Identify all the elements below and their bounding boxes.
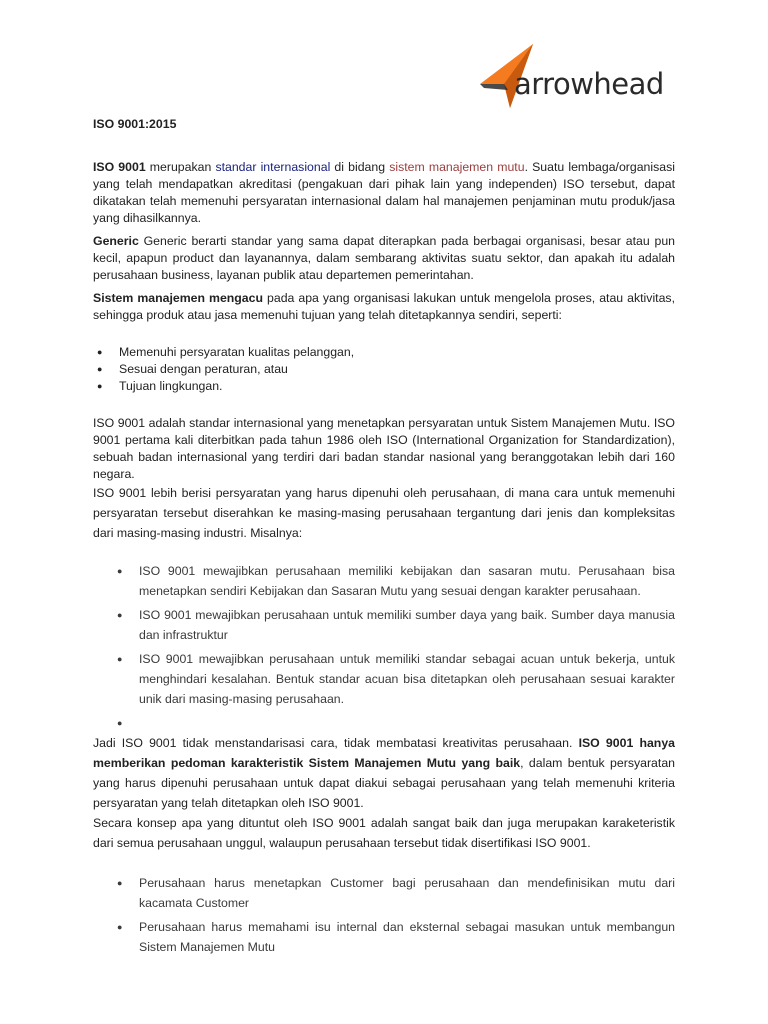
jadi-paragraph (93, 733, 675, 813)
iso-examples-list (117, 561, 675, 733)
list-item (97, 378, 675, 395)
sistem-text: pada apa yang organisasi lakukan untuk mengelola proses, atau aktivitas, sehingga produk atau jasa memenuhi tujuan yang telah ditetapkannya sendiri, seperti: (93, 291, 675, 322)
intro-text-2: di bidang (330, 160, 390, 174)
document-body (93, 116, 675, 961)
bullet-icon: ● (117, 922, 123, 932)
jadi-text-1: Jadi ISO 9001 tidak menstandarisasi cara, tidak membatasi kreativitas perusahaan. (93, 736, 579, 750)
jadi-text-2: , dalam bentuk persyaratan yang harus dipenuhi perusahaan untuk dapat diakui sebagai perusahaan yang telah memenuhi kriteria persyaratan yang telah ditetapkan oleh ISO 9001. (93, 756, 675, 810)
requirements-list (97, 344, 675, 395)
list-item-text: ISO 9001 mewajibkan perusahaan untuk memiliki sumber daya yang baik. Sumber daya manusia dan infrastruktur (139, 608, 675, 642)
bullet-icon: ● (117, 610, 123, 620)
generic-paragraph (93, 233, 675, 284)
list-item (117, 917, 675, 957)
iso-definition-paragraph: ISO 9001 adalah standar internasional yang menetapkan persyaratan untuk Sistem Manajemen Mutu. ISO 9001 pertama kali diterbitkan pada tahun 1986 oleh ISO (International Organization for Standardization), sebuah badan internasional yang terdiri dari badan standar nasional yang beranggotakan lebih dari 160 negara. (93, 416, 675, 481)
list-item (97, 361, 675, 378)
intro-text-3: . Suatu lembaga/organisasi yang telah mendapatkan akreditasi (pengakuan dari pihak lain yang independen) ISO tersebut, dapat dikatakan telah memenuhi persyaratan internasional dalam hal manajemen penjaminan mutu produk/jasa yang dihasilkannya. (93, 160, 675, 225)
bullet-icon: ● (97, 381, 103, 391)
bullet-icon: ● (117, 566, 123, 576)
generic-term: Generic (93, 234, 139, 248)
intro-term: ISO 9001 (93, 160, 146, 174)
list-item-text: ISO 9001 mewajibkan perusahaan memiliki kebijakan dan sasaran mutu. Perusahaan bisa menetapkan sendiri Kebijakan dan Sasaran Mutu yang sesuai dengan karakter perusahaan. (139, 564, 675, 598)
link-standar-internasional[interactable]: standar internasional (215, 160, 331, 174)
bullet-icon: ● (97, 364, 103, 374)
list-item (117, 713, 675, 733)
intro-text-1: merupakan (145, 160, 216, 174)
bullet-icon: ● (97, 347, 103, 357)
bullet-icon: ● (117, 718, 123, 728)
list-item (117, 649, 675, 709)
list-item-text: ISO 9001 mewajibkan perusahaan untuk memiliki standar sebagai acuan untuk bekerja, untuk menghindari kesalahan. Bentuk standar acuan bisa ditetapkan oleh perusahaan sesuai karakter unik dari masing-masing perusahaan. (139, 652, 675, 706)
konsep-paragraph: Secara konsep apa yang dituntut oleh ISO 9001 adalah sangat baik dan juga merupakan karaketeristik dari semua perusahaan unggul, walaupun perusahaan tersebut tidak disertifikasi ISO 9001. (93, 816, 675, 850)
bullet-icon: ● (117, 878, 123, 888)
logo-text: arrowhead (514, 67, 664, 101)
sistem-paragraph (93, 290, 675, 324)
sistem-term: Sistem manajemen mengacu (93, 291, 263, 305)
page-title: ISO 9001:2015 (93, 117, 177, 131)
iso-requirements-paragraph: ISO 9001 lebih berisi persyaratan yang harus dipenuhi oleh perusahaan, di mana cara untuk memenuhi persyaratan tersebut diserahkan ke masing-masing perusahaan tergantung dari jenis dan kompleksitas dari masing-masing industri. Misalnya: (93, 486, 675, 540)
list-item-text: Sesuai dengan peraturan, atau (119, 362, 288, 376)
list-item-text: Memenuhi persyaratan kualitas pelanggan, (119, 345, 355, 359)
list-item (97, 344, 675, 361)
arrowhead-logo (478, 44, 668, 114)
list-item (117, 561, 675, 601)
list-item-text: Perusahaan harus memahami isu internal dan eksternal sebagai masukan untuk membangun Sistem Manajemen Mutu (139, 920, 675, 954)
list-item-text: Tujuan lingkungan. (119, 379, 223, 393)
jadi-bold-text: ISO 9001 hanya memberikan pedoman karakteristik Sistem Manajemen Mutu yang baik (93, 736, 675, 770)
link-sistem-manajemen-mutu[interactable]: sistem manajemen mutu (389, 160, 525, 174)
generic-text: Generic berarti standar yang sama dapat diterapkan pada berbagai organisasi, besar atau pun kecil, apapun product dan layanannya, dalam sembarang aktivitas suatu sektor, dan apakah itu adalah perusahaan business, layanan publik atau departemen pemerintahan. (93, 234, 675, 282)
list-item (117, 873, 675, 913)
list-item-text: Perusahaan harus menetapkan Customer bagi perusahaan dan mendefinisikan mutu dari kacamata Customer (139, 876, 675, 910)
intro-paragraph (93, 159, 675, 227)
bullet-icon: ● (117, 654, 123, 664)
company-requirements-list (117, 873, 675, 957)
list-item (117, 605, 675, 645)
